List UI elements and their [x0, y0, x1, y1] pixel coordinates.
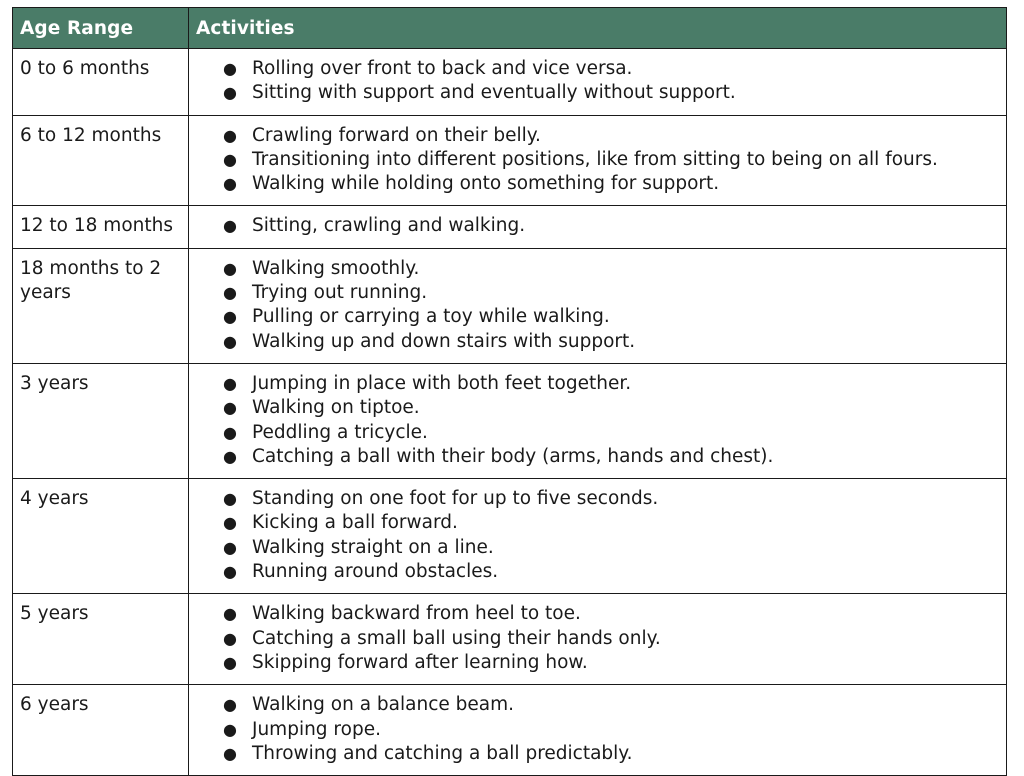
bullet-icon: ●: [223, 695, 237, 715]
activity-text: Running around obstacles.: [252, 561, 499, 583]
age-range-cell: 4 years: [13, 479, 189, 594]
age-range-cell: 6 to 12 months: [13, 115, 189, 206]
activity-text: Jumping in place with both feet together.: [252, 372, 632, 394]
activity-item: [220, 257, 999, 281]
bullet-icon: ●: [223, 331, 237, 351]
activity-text: Crawling forward on their belly.: [252, 124, 541, 146]
activities-cell: [189, 248, 1007, 363]
age-activities-table: [12, 7, 1007, 776]
activity-item: [220, 602, 999, 626]
activity-item: [220, 627, 999, 651]
table-row: [13, 685, 1007, 776]
activities-cell: [189, 115, 1007, 206]
activities-cell: [189, 479, 1007, 594]
activities-list: [195, 487, 999, 584]
bullet-icon: ●: [223, 149, 237, 169]
bullet-icon: ●: [223, 283, 237, 303]
age-range-cell: 6 years: [13, 685, 189, 776]
table-row: [13, 206, 1007, 248]
activity-text: Pulling or carrying a toy while walking.: [252, 306, 610, 328]
bullet-icon: ●: [223, 258, 237, 278]
activity-item: [220, 81, 999, 105]
activities-cell: [189, 206, 1007, 248]
bullet-icon: ●: [223, 83, 237, 103]
activity-text: Catching a small ball using their hands only.: [252, 627, 661, 649]
table-row: [13, 115, 1007, 206]
activity-text: Throwing and catching a ball predictably.: [252, 742, 633, 764]
activity-text: Walking up and down stairs with support.: [252, 330, 636, 352]
activities-list: [195, 124, 999, 197]
bullet-icon: ●: [223, 652, 237, 672]
activities-list: [195, 257, 999, 354]
activity-item: [220, 511, 999, 535]
bullet-icon: ●: [223, 422, 237, 442]
bullet-icon: ●: [223, 562, 237, 582]
activities-list: [195, 214, 999, 238]
bullet-icon: ●: [223, 628, 237, 648]
activity-text: Walking straight on a line.: [252, 536, 494, 558]
activity-item: [220, 536, 999, 560]
activities-list: [195, 602, 999, 675]
activity-text: Walking while holding onto something for support.: [252, 173, 720, 195]
bullet-icon: ●: [223, 537, 237, 557]
activities-cell: [189, 49, 1007, 116]
activity-item: [220, 214, 999, 238]
activity-text: Rolling over front to back and vice versa.: [252, 58, 633, 79]
activities-cell: [189, 363, 1007, 478]
table-row: [13, 248, 1007, 363]
bullet-icon: ●: [223, 373, 237, 393]
activity-item: [220, 281, 999, 305]
activity-text: Peddling a tricycle.: [252, 421, 428, 443]
activities-list: [195, 57, 999, 106]
activity-item: [220, 560, 999, 584]
table-body: [13, 49, 1007, 776]
bullet-icon: ●: [223, 719, 237, 739]
activity-item: [220, 693, 999, 717]
activity-text: Walking on tiptoe.: [252, 397, 420, 419]
activities-list: [195, 372, 999, 469]
activities-cell: [189, 685, 1007, 776]
table-header: [13, 8, 1007, 49]
activities-list: [195, 693, 999, 766]
bullet-icon: ●: [223, 398, 237, 418]
table-header-row: [13, 8, 1007, 49]
header-activities: Activities: [189, 8, 1007, 49]
activity-text: Walking backward from heel to toe.: [252, 603, 581, 625]
table-row: [13, 49, 1007, 116]
activity-text: Jumping rope.: [252, 718, 381, 740]
bullet-icon: ●: [223, 174, 237, 194]
table-row: [13, 479, 1007, 594]
bullet-icon: ●: [223, 743, 237, 763]
bullet-icon: ●: [223, 125, 237, 145]
bullet-icon: ●: [223, 513, 237, 533]
bullet-icon: ●: [223, 216, 237, 236]
activity-text: Transitioning into different positions, like from sitting to being on all fours.: [252, 148, 938, 170]
age-range-cell: 18 months to 2 years: [13, 248, 189, 363]
activity-item: [220, 718, 999, 742]
activity-item: [220, 305, 999, 329]
activity-item: [220, 172, 999, 196]
activity-text: Sitting, crawling and walking.: [252, 215, 526, 237]
activity-item: [220, 148, 999, 172]
bullet-icon: ●: [223, 59, 237, 78]
activity-item: [220, 651, 999, 675]
activity-item: [220, 330, 999, 354]
activity-text: Kicking a ball forward.: [252, 512, 458, 534]
activity-text: Walking smoothly.: [252, 257, 420, 279]
activity-text: Sitting with support and eventually without support.: [252, 82, 736, 104]
activity-text: Catching a ball with their body (arms, hands and chest).: [252, 445, 774, 467]
bullet-icon: ●: [223, 446, 237, 466]
activity-text: Skipping forward after learning how.: [252, 651, 588, 673]
activity-text: Walking on a balance beam.: [252, 694, 515, 716]
bullet-icon: ●: [223, 489, 237, 509]
table-row: [13, 594, 1007, 685]
activities-cell: [189, 594, 1007, 685]
activity-item: [220, 372, 999, 396]
activity-item: [220, 487, 999, 511]
activity-item: [220, 445, 999, 469]
age-range-cell: 12 to 18 months: [13, 206, 189, 248]
activity-item: [220, 421, 999, 445]
activity-item: [220, 396, 999, 420]
age-range-cell: 0 to 6 months: [13, 49, 189, 116]
activity-item: [220, 742, 999, 766]
age-range-cell: 5 years: [13, 594, 189, 685]
activity-text: Standing on one foot for up to five seconds.: [252, 488, 659, 510]
age-range-cell: 3 years: [13, 363, 189, 478]
table-row: [13, 363, 1007, 478]
activity-item: [220, 124, 999, 148]
header-age-range: Age Range: [13, 8, 189, 49]
bullet-icon: ●: [223, 604, 237, 624]
activity-text: Trying out running.: [252, 282, 428, 304]
bullet-icon: ●: [223, 307, 237, 327]
activities-table-container: [12, 7, 1006, 776]
activity-item: [220, 57, 999, 81]
